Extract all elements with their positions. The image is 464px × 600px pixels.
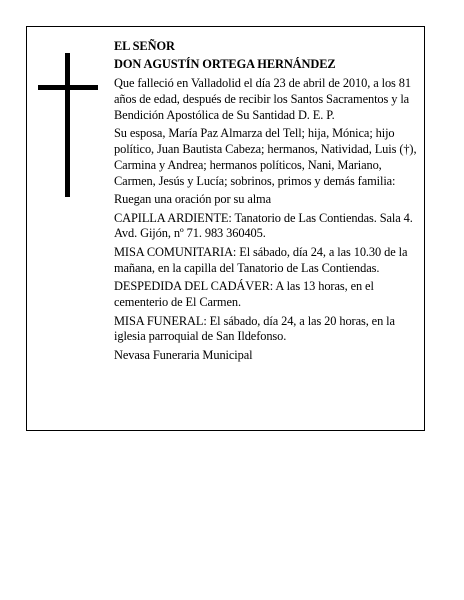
family-members: Su esposa, María Paz Almarza del Tell; hija, Mónica; hijo político, Juan Bautista Cabeza; hermanos, Natividad, Luis (†), Carmina y Andrea; hermanos políticos, Nani, Mariano, Carmen, Jesús y Lucía; sobrinos, primos y demás familia: — [114, 126, 417, 188]
cross-horizontal-bar — [38, 85, 98, 90]
obituary-text — [114, 39, 418, 364]
heading-title: EL SEÑOR — [114, 39, 175, 53]
farewell-info: DESPEDIDA DEL CADÁVER: A las 13 horas, en el cementerio de El Carmen. — [114, 279, 374, 310]
cross-vertical-bar — [65, 53, 70, 197]
prayer-request: Ruegan una oración por su alma — [114, 192, 271, 207]
latin-cross-icon — [38, 53, 98, 197]
death-announcement: Que falleció en Valladolid el día 23 de abril de 2010, a los 81 años de edad, después de recibir los Santos Sacramentos y la Bendición Apostólica de Su Santidad D. E. P. — [114, 75, 411, 122]
funeral-home-name: Nevasa Funeraria Municipal — [114, 347, 253, 362]
funeral-mass-info: MISA FUNERAL: El sábado, día 24, a las 20 horas, en la iglesia parroquial de San Ildefonso. — [114, 313, 395, 344]
community-mass-info: MISA COMUNITARIA: El sábado, día 24, a las 10.30 de la mañana, en la capilla del Tanatorio de Las Contiendas. — [114, 244, 408, 275]
deceased-name: DON AGUSTÍN ORTEGA HERNÁNDEZ — [114, 57, 336, 72]
funeral-chapel-info: CAPILLA ARDIENTE: Tanatorio de Las Contiendas. Sala 4. Avd. Gijón, nº 71. 983 360405. — [114, 210, 413, 241]
